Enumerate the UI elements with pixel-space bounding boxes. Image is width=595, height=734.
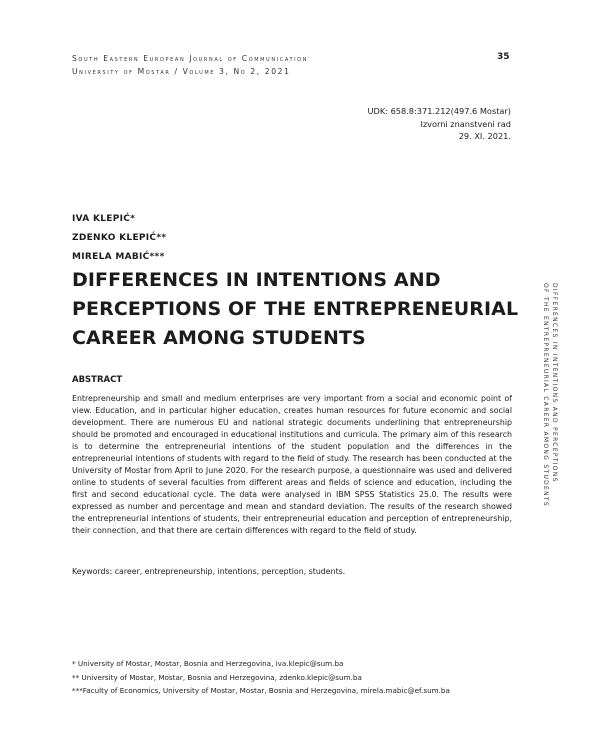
keywords (72, 567, 345, 576)
abstract-heading: ABSTRACT (72, 375, 123, 385)
article-type: Izvorni znanstveni rad (420, 118, 511, 129)
running-title-line: DIFFERENCES IN INTENTIONS AND PERCEPTIONS (551, 283, 558, 483)
page-number: 35 (497, 52, 510, 62)
author-name: ZDENKO KLEPIĆ** (72, 233, 167, 243)
article-title: DIFFERENCES IN INTENTIONS AND PERCEPTIONS OF THE ENTREPRENEURIAL CAREER AMONG STUDENTS (72, 269, 519, 349)
author-list (72, 210, 166, 267)
author-name: IVA KLEPIĆ* (72, 214, 136, 224)
keywords-text: : career, entrepreneurship, intentions, perception, students. (109, 567, 346, 576)
udk-code: UDK: 658.8:371.212(497.6 Mostar) (367, 106, 511, 116)
running-title (538, 283, 558, 513)
journal-name: South Eastern European Journal of Communication (72, 54, 309, 63)
author-name: MIRELA MABIĆ*** (72, 252, 165, 262)
footnote: ***Faculty of Economics, University of Mostar, Mostar, Bosnia and Herzegovina, mirela.mabic@ef.sum.ba (72, 686, 450, 695)
footnotes (72, 657, 450, 698)
footnote: * University of Mostar, Mostar, Bosnia and Herzegovina, iva.klepic@sum.ba (72, 659, 344, 668)
running-title-line: OF THE ENTREPRENEURIAL CAREER AMONG STUDENTS (542, 283, 550, 508)
footnote: ** University of Mostar, Mostar, Bosnia and Herzegovina, zdenko.klepic@sum.ba (72, 672, 362, 682)
article-date: 29. XI. 2021. (458, 131, 511, 141)
journal-header (72, 52, 308, 78)
keywords-label: Keywords (72, 567, 110, 576)
article-meta (368, 105, 511, 143)
journal-volume: University of Mostar / Volume 3, No 2, 2021 (72, 67, 291, 76)
abstract-text: Entrepreneurship and small and medium enterprises are very important from a social and economic point of view. Education, and in particular higher education, creates human resources for future economic and social development. There are numerous EU and national strategic documents underlining that entrepreneurship should be promoted and encouraged in educational institutions and curricula. The primary aim of this research is to determine the entrepreneurial intentions of the student population and the differences in the entrepreneurial intentions of students with regard to the field of study. The research has been conducted at the University of Mostar from April to June 2020. For the research purpose, a questionnaire was used and delivered online to students of several faculties from different areas and fields of science and education, including the first and second educational cycle. The data were analysed in IBM SPSS Statistics 25.0. The results were expressed as number and percentage and mean and standard deviation. The results of the research showed the entrepreneurial intentions of students, their entrepreneurial education and perception of entrepreneurship, their connection, and that there are certain differences with regard to the field of study. (72, 394, 512, 535)
